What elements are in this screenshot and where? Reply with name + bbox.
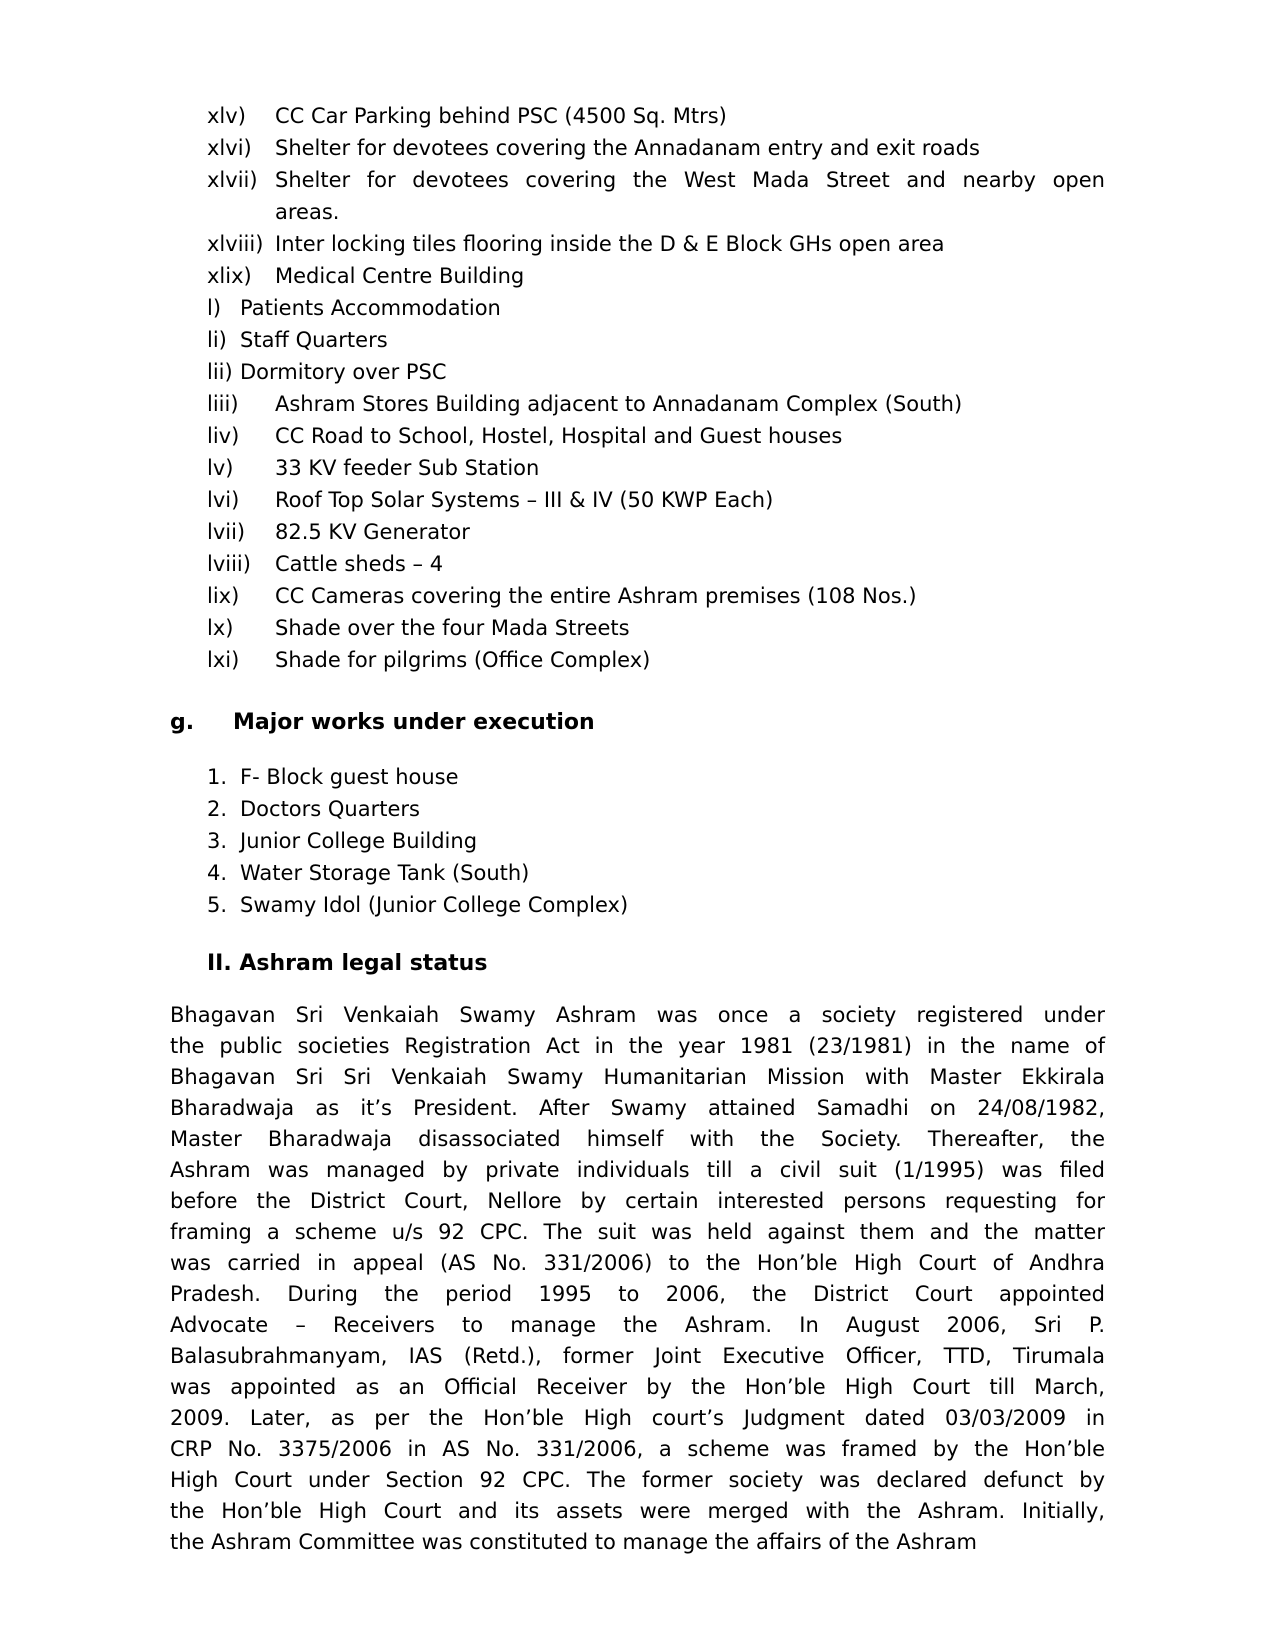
paragraph-line: Master Bharadwaja disassociated himself with the Society. Thereafter, the [170, 1127, 1105, 1151]
paragraph-line: Bhagavan Sri Venkaiah Swamy Ashram was once a society registered under [170, 1003, 1105, 1027]
paragraph-line: Pradesh. During the period 1995 to 2006, the District Court appointed [170, 1282, 1105, 1306]
list-item-number: 1. [207, 765, 228, 789]
paragraph-line: the public societies Registration Act in the year 1981 (23/1981) in the name of [170, 1034, 1105, 1058]
list-item [207, 228, 1105, 260]
paragraph-line: Advocate – Receivers to manage the Ashram. In August 2006, Sri P. [170, 1313, 1105, 1337]
list-item-line: Shade over the four Mada Streets [275, 616, 630, 640]
list-item-line: CC Car Parking behind PSC (4500 Sq. Mtrs) [275, 104, 727, 128]
list-item-text [275, 452, 1105, 484]
list-item-text [240, 292, 1105, 324]
list-item-line: Cattle sheds – 4 [275, 552, 444, 576]
major-works-list [207, 761, 1105, 921]
list-item-text [240, 356, 1105, 388]
list-item-line: Shelter for devotees covering the West Mada Street and nearby open [275, 168, 1105, 192]
list-item-text [240, 324, 1105, 356]
paragraph-line: framing a scheme u/s 92 CPC. The suit was held against them and the matter [170, 1220, 1105, 1244]
paragraph-line: before the District Court, Nellore by certain interested persons requesting for [170, 1189, 1105, 1213]
list-item-label: lii) [207, 360, 233, 384]
section-letter: g. [170, 710, 195, 735]
list-item-label: li) [207, 328, 227, 352]
list-item [207, 132, 1105, 164]
list-item [207, 793, 1105, 825]
list-item-line: CC Road to School, Hostel, Hospital and Guest houses [275, 424, 843, 448]
list-item-label: liii) [207, 392, 239, 416]
list-item-label: xlvii) [207, 168, 258, 192]
list-item [207, 857, 1105, 889]
paragraph-line: Balasubrahmanyam, IAS (Retd.), former Joint Executive Officer, TTD, Tirumala [170, 1344, 1105, 1368]
list-item-line: Shelter for devotees covering the Annadanam entry and exit roads [275, 136, 980, 160]
list-item-label: lv) [207, 456, 234, 480]
list-item-number: 5. [207, 893, 228, 917]
list-item-text [275, 388, 1105, 420]
list-item-number: 2. [207, 797, 228, 821]
list-item-label: xlv) [207, 104, 246, 128]
list-item-text: Water Storage Tank (South) [240, 861, 530, 885]
list-item-line: CC Cameras covering the entire Ashram premises (108 Nos.) [275, 584, 917, 608]
paragraph-line: 2009. Later, as per the Hon’ble High court’s Judgment dated 03/03/2009 in [170, 1406, 1105, 1430]
list-item-text [275, 484, 1105, 516]
list-item [207, 484, 1105, 516]
legal-status-paragraph [170, 1000, 1105, 1558]
roman-numbered-list [207, 100, 1105, 676]
list-item-text [275, 132, 1105, 164]
paragraph-line: Bharadwaja as it’s President. After Swamy attained Samadhi on 24/08/1982, [170, 1096, 1105, 1120]
list-item-label: lx) [207, 616, 234, 640]
list-item-line: Patients Accommodation [240, 296, 501, 320]
list-item [207, 164, 1105, 228]
list-item-label: lvii) [207, 520, 246, 544]
list-item-label: lvi) [207, 488, 240, 512]
list-item-text [275, 260, 1105, 292]
list-item-line: Medical Centre Building [275, 264, 525, 288]
list-item-line: Inter locking tiles flooring inside the D & E Block GHs open area [275, 232, 945, 256]
list-item-line: Shade for pilgrims (Office Complex) [275, 648, 651, 672]
list-item [207, 612, 1105, 644]
list-item-text: Swamy Idol (Junior College Complex) [240, 893, 629, 917]
list-item-number: 4. [207, 861, 228, 885]
paragraph-line: High Court under Section 92 CPC. The former society was declared defunct by [170, 1468, 1105, 1492]
paragraph-line: was carried in appeal (AS No. 331/2006) to the Hon’ble High Court of Andhra [170, 1251, 1105, 1275]
list-item-text [275, 228, 1105, 260]
list-item-text [275, 100, 1105, 132]
list-item-text [275, 612, 1105, 644]
section-heading-major-works [170, 706, 1105, 739]
list-item-label: liv) [207, 424, 240, 448]
list-item-label: xlviii) [207, 232, 264, 256]
list-item-label: lxi) [207, 648, 240, 672]
list-item-label: lix) [207, 584, 240, 608]
list-item [207, 292, 1105, 324]
list-item [207, 100, 1105, 132]
list-item [207, 452, 1105, 484]
list-item-line: Roof Top Solar Systems – III & IV (50 KWP Each) [275, 488, 774, 512]
list-item-label: lviii) [207, 552, 251, 576]
paragraph-line: the Ashram Committee was constituted to manage the affairs of the Ashram [170, 1530, 977, 1554]
list-item-line: areas. [275, 200, 340, 224]
list-item-label: xlix) [207, 264, 252, 288]
list-item-text: Doctors Quarters [240, 797, 420, 821]
list-item [207, 825, 1105, 857]
list-item [207, 260, 1105, 292]
list-item-text [275, 548, 1105, 580]
paragraph-line: was appointed as an Official Receiver by the Hon’ble High Court till March, [170, 1375, 1105, 1399]
list-item [207, 324, 1105, 356]
list-item [207, 548, 1105, 580]
list-item-text: Junior College Building [240, 829, 478, 853]
list-item [207, 356, 1105, 388]
list-item [207, 516, 1105, 548]
list-item-label: l) [207, 296, 222, 320]
list-item-label: xlvi) [207, 136, 252, 160]
list-item-line: Ashram Stores Building adjacent to Annadanam Complex (South) [275, 392, 963, 416]
list-item-line: Dormitory over PSC [240, 360, 447, 384]
paragraph-line: CRP No. 3375/2006 in AS No. 331/2006, a scheme was framed by the Hon’ble [170, 1437, 1105, 1461]
list-item-text: F- Block guest house [240, 765, 459, 789]
section-heading-legal-status: II. Ashram legal status [207, 951, 488, 976]
list-item-text [275, 164, 1105, 228]
paragraph-line: the Hon’ble High Court and its assets were merged with the Ashram. Initially, [170, 1499, 1105, 1523]
section-title: Major works under execution [233, 710, 595, 735]
list-item-line: 33 KV feeder Sub Station [275, 456, 540, 480]
list-item-number: 3. [207, 829, 228, 853]
list-item-text [275, 420, 1105, 452]
list-item [207, 761, 1105, 793]
list-item-text [275, 516, 1105, 548]
list-item-text [275, 580, 1105, 612]
list-item [207, 580, 1105, 612]
list-item [207, 420, 1105, 452]
paragraph-line: Ashram was managed by private individuals till a civil suit (1/1995) was filed [170, 1158, 1105, 1182]
list-item-line: Staff Quarters [240, 328, 388, 352]
paragraph-line: Bhagavan Sri Sri Venkaiah Swamy Humanitarian Mission with Master Ekkirala [170, 1065, 1105, 1089]
list-item [207, 388, 1105, 420]
list-item [207, 889, 1105, 921]
list-item-text [275, 644, 1105, 676]
list-item [207, 644, 1105, 676]
list-item-line: 82.5 KV Generator [275, 520, 470, 544]
